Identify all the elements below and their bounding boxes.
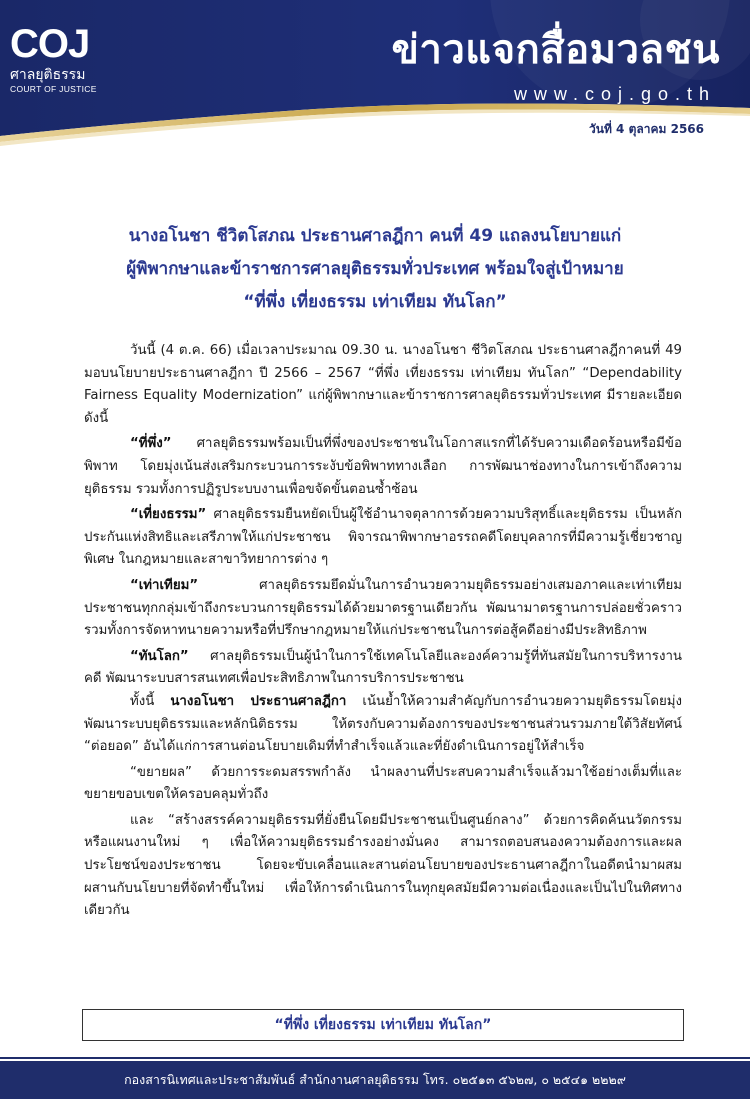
- paragraph-text: เน้นย้ำให้ความสำคัญกับการอำนวยความยุติธรรมโดยมุ่งพัฒนาระบบยุติธรรมและหลักนิติธรรม ให้ตรงกับความต้องการของประชาชนส่วนรวมภายใต้วิสัยทัศน์ “ต่อยอด” อันได้แก่การสานต่อนโยบายเดิมที่ทำสำเร็จแล้วและที่ยังดำเนินการอยู่ให้สำเร็จ: [84, 693, 682, 755]
- term-equality: “เท่าเทียม”: [130, 577, 199, 593]
- logo-mark: COJ: [10, 22, 90, 66]
- slogan-text: “ที่พึ่ง เที่ยงธรรม เท่าเทียม ทันโลก”: [274, 1017, 492, 1033]
- press-release-header: [0, 0, 750, 150]
- website-url: www.coj.go.th: [513, 84, 716, 104]
- headline-line-3: “ที่พึ่ง เที่ยงธรรม เท่าเทียม ทันโลก”: [243, 292, 507, 312]
- headline: [60, 220, 690, 319]
- slogan-box: [82, 1009, 684, 1041]
- logo-english-name: COURT OF JUSTICE: [10, 84, 97, 94]
- headline-line-2: ผู้พิพากษาและข้าราชการศาลยุติธรรมทั่วประเทศ พร้อมใจสู่เป้าหมาย: [126, 259, 624, 279]
- paragraph-text: ศาลยุติธรรมพร้อมเป็นที่พึ่งของประชาชนในโอกาสแรกที่ได้รับความเดือดร้อนหรือมีข้อพิพาท โดยมุ่งเน้นส่งเสริมกระบวนการระงับข้อพิพาททางเลือก การพัฒนาช่องทางในการเข้าถึงความยุติธรรม รวมทั้งการปฏิรูประบบงานเพื่อขจัดขั้นตอนซ้ำซ้อน: [84, 436, 682, 497]
- paragraph-modernization: [84, 646, 682, 691]
- headline-line-1: นางอโนชา ชีวิตโสภณ ประธานศาลฎีกา คนที่ 49 แถลงนโยบายแก่: [128, 226, 622, 246]
- term-modernization: “ทันโลก”: [130, 648, 189, 664]
- paragraph-dependability: [84, 433, 682, 501]
- paragraph-fairness: [84, 504, 682, 572]
- paragraph-text: ศาลยุติธรรมยืนหยัดเป็นผู้ใช้อำนาจตุลาการด้วยความบริสุทธิ์และยุติธรรม เป็นหลักประกันแห่งสิทธิและเสรีภาพให้แก่ประชาชน พิจารณาพิพากษาอรรถคดีโดยบุคลากรที่มีความรู้เชี่ยวชาญพิเศษ ในกฎหมายและสาขาวิทยาการต่าง ๆ: [84, 507, 682, 568]
- paragraph-text: ศาลยุติธรรมยึดมั่นในการอำนวยความยุติธรรมอย่างเสมอภาคและเท่าเทียม ประชาชนทุกกลุ่มเข้าถึงกระบวนการยุติธรรมได้ด้วยมาตรฐานเดียวกัน พัฒนามาตรฐานการปล่อยชั่วคราว รวมทั้งการจัดหาทนายความหรือที่ปรึกษากฎหมายให้แก่ประชาชนในการต่อสู้คดีอย่างมีประสิทธิภาพ: [84, 577, 682, 639]
- release-date: วันที่ 4 ตุลาคม 2566: [589, 122, 704, 136]
- press-release-title: ข่าวแจกสื่อมวลชน: [391, 27, 720, 73]
- term-fairness: “เที่ยงธรรม”: [130, 507, 207, 523]
- term-dependability: “ที่พึ่ง”: [130, 436, 172, 452]
- paragraph-text: ศาลยุติธรรมเป็นผู้นำในการใช้เทคโนโลยีและองค์ความรู้ที่ทันสมัยในการบริหารงานคดี พัฒนาระบบสารสนเทศเพื่อประสิทธิภาพในการบริการประชาชน: [84, 648, 682, 687]
- paragraph-lead: ทั้งนี้: [130, 693, 171, 709]
- paragraph-create: และ “สร้างสรรค์ความยุติธรรมที่ยั่งยืนโดยมีประชาชนเป็นศูนย์กลาง” ด้วยการคิดค้นนวัตกรรมหรือแผนงานใหม่ ๆ เพื่อให้ความยุติธรรมธำรงอย่างมั่นคง สามารถตอบสนองความต้องการและผลประโยชน์ของประชาชน โดยจะขับเคลื่อนและสานต่อนโยบายของประธานศาลฎีกาในอดีตนำมาผสมผสานกับนโยบายที่จัดทำขึ้นใหม่ เพื่อให้การดำเนินการในทุกยุคสมัยมีความต่อเนื่องและเป็นไปในทิศทางเดียวกัน: [84, 812, 682, 919]
- paragraph-equality: [84, 575, 682, 643]
- logo-thai-name: ศาลยุติธรรม: [10, 67, 86, 83]
- paragraph-vision: [84, 691, 682, 759]
- coj-logo: [10, 24, 110, 95]
- paragraph-intro: วันนี้ (4 ต.ค. 66) เมื่อเวลาประมาณ 09.30 น. นางอโนชา ชีวิตโสภณ ประธานศาลฎีกาคนที่ 49 มอบนโยบายประธานศาลฎีกา ปี 2566 – 2567 “ที่พึ่ง เที่ยงธรรม เท่าเทียม ทันโลก” “Dependability Fairness Equality Modernization” แก่ผู้พิพากษาและข้าราชการศาลยุติธรรมทั่วประเทศ มีรายละเอียด ดังนี้: [84, 343, 682, 426]
- article-body: [84, 340, 682, 923]
- paragraph-expand: “ขยายผล” ด้วยการระดมสรรพกำลัง นำผลงานที่ประสบความสำเร็จแล้วมาใช้อย่างเต็มที่และขยายขอบเขตให้ครอบคลุมทั่วถึง: [84, 764, 682, 803]
- footer-contact: กองสารนิเทศและประชาสัมพันธ์ สำนักงานศาลยุติธรรม โทร. ๐๒๕๑๓ ๕๖๒๗, ๐ ๒๕๔๑ ๒๒๒๙: [0, 1061, 750, 1099]
- chief-justice-name: นางอโนชา ประธานศาลฎีกา: [170, 693, 347, 709]
- footer-divider: [0, 1057, 750, 1059]
